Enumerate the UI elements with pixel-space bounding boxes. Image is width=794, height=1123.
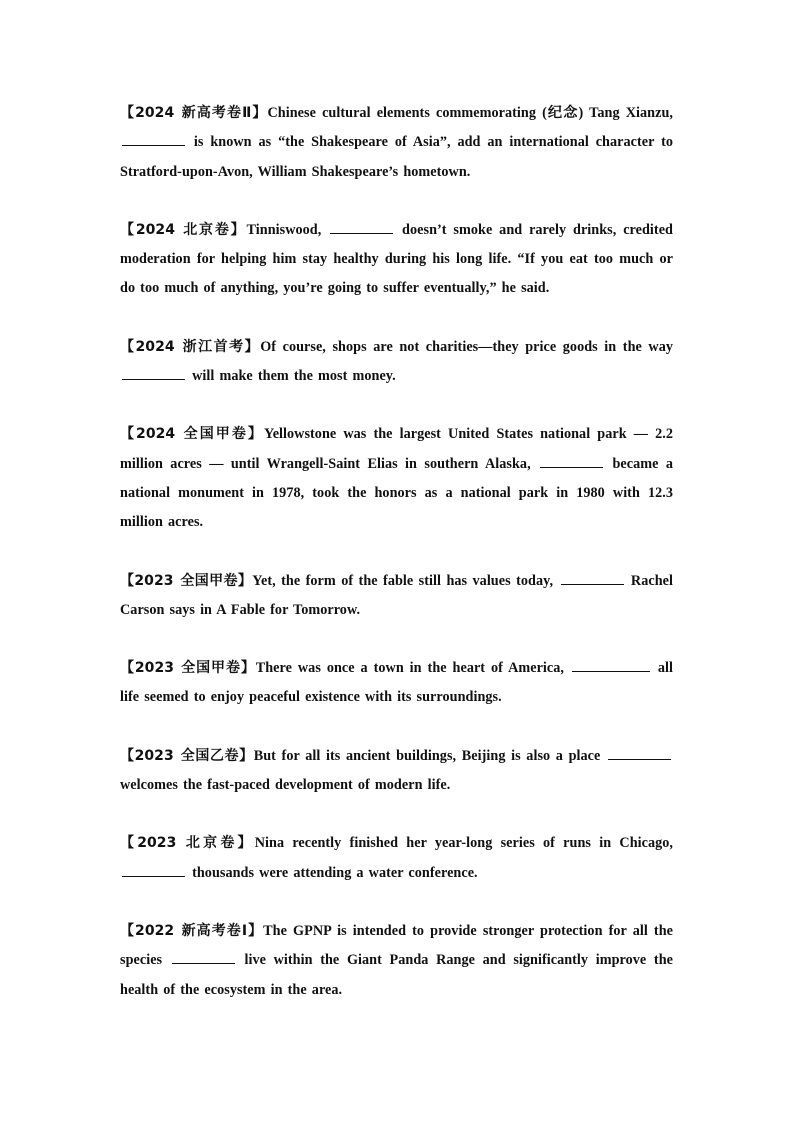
fill-in-blank bbox=[330, 219, 393, 234]
exercise-item-9 bbox=[120, 917, 673, 1005]
exam-source: 【2023 北京卷】 bbox=[120, 835, 255, 852]
exam-source: 【2022 新高考卷Ⅰ】 bbox=[120, 922, 264, 939]
sentence-before-blank: The GPNP is intended to provide stronger protection for all the species bbox=[120, 922, 673, 969]
fill-in-blank bbox=[122, 862, 185, 877]
sentence-before-blank: Of course, shops are not charities—they price goods in the way bbox=[260, 338, 674, 355]
sentence-after-blank: became a national monument in 1978, took the honors as a national park in 1980 with 12.3 million acres. bbox=[120, 455, 673, 531]
exercise-sheet bbox=[120, 99, 673, 1034]
fill-in-blank bbox=[572, 657, 650, 672]
sentence-before-blank: Yet, the form of the fable still has values today, bbox=[252, 572, 559, 589]
exercise-item-7 bbox=[120, 742, 673, 801]
sentence-after-blank: thousands were attending a water conference. bbox=[187, 864, 478, 881]
exam-source: 【2024 浙江首考】 bbox=[120, 338, 261, 355]
exam-source: 【2024 北京卷】 bbox=[120, 221, 247, 238]
exam-source: 【2024 新高考卷Ⅱ】 bbox=[120, 105, 268, 121]
sentence-before-blank: Nina recently finished her year-long series of runs in Chicago, bbox=[254, 835, 673, 852]
exam-source: 【2024 全国甲卷】 bbox=[120, 426, 264, 443]
sentence-after-blank: live within the Giant Panda Range and significantly improve the health of the ecosystem in the area. bbox=[120, 952, 673, 998]
exercise-item-3 bbox=[120, 333, 673, 392]
exercise-item-2 bbox=[120, 216, 673, 304]
fill-in-blank bbox=[540, 453, 603, 468]
sentence-after-blank: will make them the most money. bbox=[187, 368, 396, 385]
exam-source: 【2023 全国乙卷】 bbox=[120, 747, 254, 764]
fill-in-blank bbox=[561, 570, 624, 585]
fill-in-blank bbox=[608, 745, 671, 760]
exercise-item-4 bbox=[120, 420, 673, 537]
exercise-item-8 bbox=[120, 829, 673, 888]
exercise-item-6 bbox=[120, 654, 673, 713]
sentence-after-blank: welcomes the fast-paced development of modern life. bbox=[120, 777, 451, 794]
sentence-after-blank: doesn’t smoke and rarely drinks, credited moderation for helping him stay healthy during his long life. “If you eat too much or do too much of anything, you’re going to suffer eventually,” he said. bbox=[120, 221, 673, 297]
sentence-after-blank: Rachel Carson says in A Fable for Tomorrow. bbox=[120, 572, 674, 618]
exercise-item-5 bbox=[120, 567, 673, 626]
sentence-after-blank: is known as “the Shakespeare of Asia”, add an international character to Stratford-upon-Avon, William Shakespeare’s hometown. bbox=[120, 134, 673, 180]
exam-source: 【2023 全国甲卷】 bbox=[120, 572, 253, 589]
fill-in-blank bbox=[122, 365, 185, 380]
sentence-before-blank: There was once a town in the heart of America, bbox=[255, 660, 570, 677]
sentence-before-blank: Yellowstone was the largest United States national park — 2.2 million acres — until Wrangell-Saint Elias in southern Alaska, bbox=[120, 426, 674, 472]
exercise-item-1 bbox=[120, 99, 673, 187]
exam-source: 【2023 全国甲卷】 bbox=[120, 660, 256, 677]
fill-in-blank bbox=[172, 949, 235, 964]
sentence-before-blank: But for all its ancient buildings, Beijing is also a place bbox=[253, 747, 606, 764]
fill-in-blank bbox=[122, 131, 185, 146]
sentence-after-blank: all life seemed to enjoy peaceful existence with its surroundings. bbox=[120, 660, 674, 706]
sentence-before-blank: Tinniswood, bbox=[246, 221, 329, 238]
sentence-before-blank: Chinese cultural elements commemorating (纪念) Tang Xianzu, bbox=[267, 105, 673, 121]
